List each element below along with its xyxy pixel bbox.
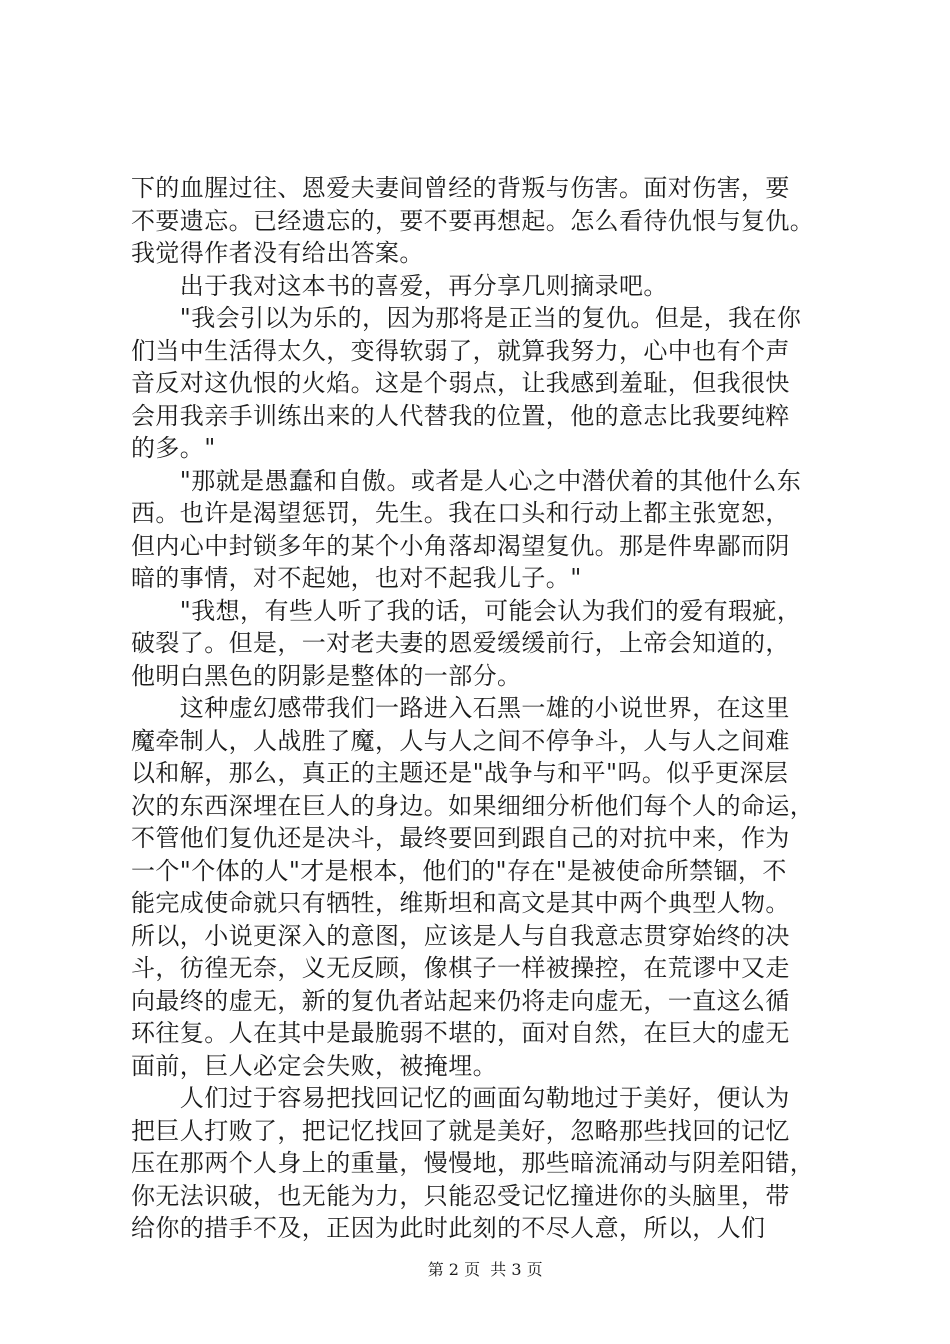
text-line: 斗，彷徨无奈，义无反顾，像棋子一样被操控，在荒谬中又走: [131, 954, 790, 982]
text-line: 暗的事情，对不起她，也对不起我儿子。": [131, 564, 582, 592]
text-line: 以和解，那么，真正的主题还是"战争与和平"吗。似乎更深层: [131, 759, 789, 787]
text-line: 面前，巨人必定会失败，被掩埋。: [131, 1051, 497, 1080]
text-line: 不管他们复仇还是决斗，最终要回到跟自己的对抗中来，作为: [131, 824, 790, 852]
text-line: 人们过于容易把找回记忆的画面勾勒地过于美好，便认为: [131, 1084, 790, 1112]
body-text: [131, 172, 831, 1245]
text-line: 的多。": [131, 434, 216, 462]
text-line: 所以，小说更深入的意图，应该是人与自我意志贯穿始终的决: [131, 921, 790, 950]
text-line: 向最终的虚无，新的复仇者站起来仍将走向虚无，一直这么循: [131, 986, 790, 1015]
text-line: 次的东西深埋在巨人的身边。如果细细分析他们每个人的命运，: [131, 791, 815, 820]
text-line: 给你的措手不及，正因为此时此刻的不尽人意，所以，人们: [131, 1214, 766, 1242]
text-line: 我觉得作者没有给出答案。: [131, 239, 424, 267]
text-line: 们当中生活得太久，变得软弱了，就算我努力，心中也有个声: [131, 336, 790, 365]
text-line: "我想，有些人听了我的话，可能会认为我们的爱有瑕疵，: [131, 596, 802, 625]
text-line: 你无法识破，也无能为力，只能忍受记忆撞进你的头脑里，带: [131, 1181, 790, 1210]
text-line: 会用我亲手训练出来的人代替我的位置，他的意志比我要纯粹: [131, 401, 790, 430]
text-line: 下的血腥过往、恩爱夫妻间曾经的背叛与伤害。面对伤害，要: [131, 174, 790, 202]
text-line: "我会引以为乐的，因为那将是正当的复仇。但是，我在你: [131, 304, 802, 332]
text-line: "那就是愚蠢和自傲。或者是人心之中潜伏着的其他什么东: [131, 466, 802, 495]
text-line: 把巨人打败了，把记忆找回了就是美好，忽略那些找回的记忆: [131, 1116, 790, 1145]
text-line: 一个"个体的人"才是根本，他们的"存在"是被使命所禁锢，不: [131, 856, 787, 885]
text-line: 能完成使命就只有牺牲，维斯坦和高文是其中两个典型人物。: [131, 889, 790, 917]
text-line: 不要遗忘。已经遗忘的，要不要再想起。怎么看待仇恨与复仇。: [131, 206, 815, 235]
text-line: 他明白黑色的阴影是整体的一部分。: [131, 661, 522, 690]
page-number: 第 2 页 共 3 页: [427, 1260, 543, 1279]
text-line: 但内心中封锁多年的某个小角落却渴望复仇。那是件卑鄙而阴: [131, 531, 790, 560]
text-line: 音反对这仇恨的火焰。这是个弱点，让我感到羞耻，但我很快: [131, 369, 790, 397]
page-footer: [0, 1240, 950, 1300]
text-line: 西。也许是渴望惩罚，先生。我在口头和行动上都主张宽恕，: [131, 499, 790, 527]
text-line: 魔牵制人，人战胜了魔，人与人之间不停争斗，人与人之间难: [131, 726, 790, 755]
text-line: 破裂了。但是，一对老夫妻的恩爱缓缓前行，上帝会知道的，: [131, 629, 790, 657]
text-line: 环往复。人在其中是最脆弱不堪的，面对自然，在巨大的虚无: [131, 1019, 790, 1047]
text-line: 这种虚幻感带我们一路进入石黑一雄的小说世界，在这里: [131, 694, 790, 722]
text-line: 出于我对这本书的喜爱，再分享几则摘录吧。: [131, 271, 668, 300]
text-line: 压在那两个人身上的重量，慢慢地，那些暗流涌动与阴差阳错，: [131, 1149, 815, 1177]
